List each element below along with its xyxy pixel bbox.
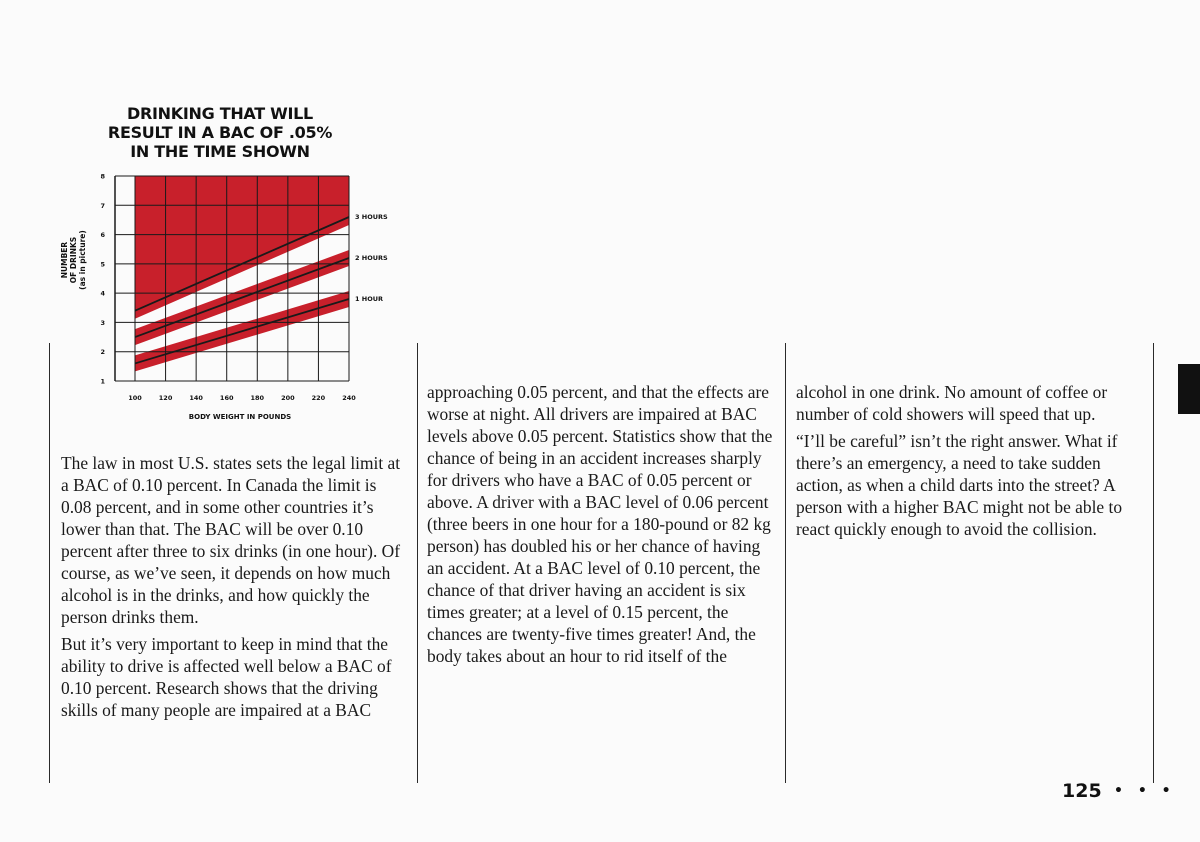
x-tick-label: 240 xyxy=(342,394,356,402)
x-tick-label: 100 xyxy=(128,394,142,402)
paragraph: But it’s very important to keep in mind that the ability to drive is affected well below a BAC of 0.10 percent. Research shows that the driving skills of many people are impaired at a BAC xyxy=(61,634,392,720)
paragraph: The law in most U.S. states sets the legal limit at a BAC of 0.10 percent. In Canada the limit is 0.08 percent, and in some other countries it’s lower than that. The BAC will be over 0.10 percent after three to six drinks (in one hour). Of course, as we’ve seen, it depends on how much alcohol is in the drinks, and how quickly the person drinks them. xyxy=(61,453,401,627)
paragraph: approaching 0.05 percent, and that the effects are worse at night. All drivers are impaired at BAC levels above 0.05 percent. Statistics show that the chance of being in an accident increases sharply for drivers who have a BAC of 0.05 percent or above. A driver with a BAC level of 0.06 percent (three beers in one hour for a 180-pound or 82 kg person) has doubled his or her chance of having an accident. At a BAC level of 0.10 percent, the chance of that driver having an accident is six times greater; at a level of 0.15 percent, the chances are twenty-five times greater! And, the body takes about an hour to rid itself of the xyxy=(427,382,773,666)
y-tick-label: 6 xyxy=(100,231,105,240)
column-rule xyxy=(785,343,786,783)
x-tick-label: 140 xyxy=(189,394,203,402)
chart-title-line: IN THE TIME SHOWN xyxy=(130,142,310,161)
y-tick-label: 7 xyxy=(100,201,105,210)
y-axis-label-line: (as in picture) xyxy=(78,230,87,290)
series-label: 3 HOURS xyxy=(355,213,388,221)
y-tick-label: 2 xyxy=(100,348,105,357)
text-column-3 xyxy=(796,381,1144,545)
chart-title-line: DRINKING THAT WILL xyxy=(127,104,313,123)
column-rule xyxy=(49,343,50,783)
column-rule xyxy=(1153,343,1154,783)
y-axis-label-line: OF DRINKS xyxy=(69,236,78,284)
chart-title-line: RESULT IN A BAC OF .05% xyxy=(107,123,333,142)
x-axis-label: BODY WEIGHT IN POUNDS xyxy=(188,413,292,421)
y-tick-label: 8 xyxy=(100,172,105,181)
text-column-1 xyxy=(61,452,409,726)
y-tick-label: 1 xyxy=(100,377,105,386)
section-tab-marker xyxy=(1178,364,1200,414)
y-tick-label: 3 xyxy=(100,318,105,327)
page-dots: • • • xyxy=(1114,783,1176,799)
y-tick-label: 4 xyxy=(100,289,105,298)
x-tick-label: 120 xyxy=(158,394,173,402)
x-tick-label: 180 xyxy=(250,394,265,402)
x-tick-label: 220 xyxy=(311,394,326,402)
paragraph: alcohol in one drink. No amount of coffee or number of cold showers will speed that up. xyxy=(796,382,1108,424)
series-label: 2 HOURS xyxy=(355,254,388,262)
y-axis-label-line: NUMBER xyxy=(60,241,69,279)
y-axis-label xyxy=(60,220,100,300)
column-rule xyxy=(417,343,418,783)
paragraph: “I’ll be careful” isn’t the right answer. What if there’s an emergency, a need to take sudden action, as when a child darts into the street? A person with a higher BAC might not be able to react quickly enough to avoid the collision. xyxy=(796,431,1123,539)
text-column-2 xyxy=(427,381,775,672)
series-label: 1 HOUR xyxy=(355,295,384,303)
y-tick-label: 5 xyxy=(100,260,105,269)
page-number: 125 xyxy=(1062,780,1102,802)
x-tick-label: 200 xyxy=(281,394,295,402)
x-tick-label: 160 xyxy=(219,394,234,402)
